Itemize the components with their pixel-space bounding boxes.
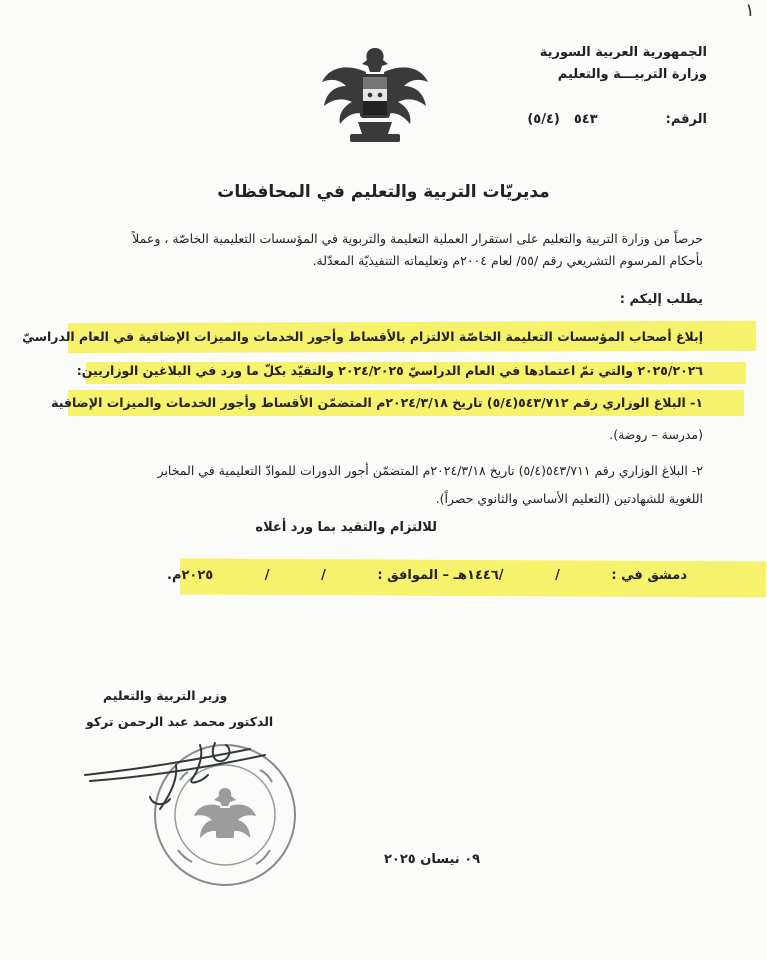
body-line-6: اللغوية للشهادتين (التعليم الأساسي والثانوي حصراً).	[435, 491, 703, 506]
date-slash-1: /	[555, 568, 560, 583]
intro-line-1: حرصاً من وزارة التربية والتعليم على استقرار العملية التعليمة والتربوية في المؤسسات التعليمية الخاصّة ، وعملاً	[132, 231, 703, 246]
country-name: الجمهورية العربية السورية	[539, 45, 707, 60]
ref-code: (٥/٤)	[527, 112, 560, 127]
date-slash-2: /	[321, 568, 326, 583]
body-line-1: إبلاغ أصحاب المؤسسات التعليمة الخاصّة الالتزام بالأقساط وأجور الخدمات والميزات الإضافية في العام الدراسيّ	[22, 329, 703, 344]
minister-title: وزير التربية والتعليم	[103, 688, 228, 703]
date-city: دمشق في :	[611, 568, 687, 583]
ministry-name: وزارة التربيـــة والتعليم	[557, 67, 707, 82]
body-line-2: ٢٠٢٥/٢٠٢٦ والتي تمّ اعتمادها في العام الدراسيّ ٢٠٢٤/٢٠٢٥ والتقيّد بكلّ ما ورد في البلاغين الوزاريين:	[76, 363, 703, 378]
document-title: مديريّات التربية والتعليم في المحافظات	[217, 182, 550, 202]
date-line	[167, 568, 687, 583]
date-gregorian: ٢٠٢٥م.	[167, 568, 214, 583]
body-line-4: (مدرسة – روضة).	[609, 427, 703, 442]
ref-label: الرقم:	[665, 112, 707, 127]
bottom-date: ٠٩ نيسان ٢٠٢٥	[384, 852, 481, 867]
intro-paragraph	[53, 228, 703, 272]
request-heading: يطلب إليكم :	[619, 292, 703, 307]
handwritten-signature-icon	[80, 735, 280, 815]
eagle-emblem-icon	[318, 42, 433, 147]
closing-line: للالتزام والتقيد بما ورد أعلاه	[255, 520, 437, 535]
reference-line	[447, 112, 707, 127]
body-line-3: ١- البلاغ الوزاري رقم ٥٤٣/٧١٢(٥/٤) تاريخ ٢٠٢٤/٣/١٨م المتضمّن الأقساط وأجور الخدمات والميزات الإضافية	[51, 395, 703, 410]
minister-name: الدكتور محمد عبد الرحمن تركو	[86, 714, 274, 729]
page-mark: ١	[745, 0, 755, 21]
date-hijri: /١٤٤٦هـ – الموافق :	[377, 568, 504, 583]
letterhead	[447, 42, 707, 86]
intro-line-2: بأحكام المرسوم التشريعي رقم /٥٥/ لعام ٢٠٠٤م وتعليماته التنفيذيّة المعدّلة.	[312, 253, 703, 268]
ref-number: ٥٤٣	[573, 112, 598, 127]
body-line-5: ٢- البلاغ الوزاري رقم ٥٤٣/٧١١(٥/٤) تاريخ ٢٠٢٤/٣/١٨م المتضمّن أجور الدورات للموادّ التعليمية في المخابر	[157, 463, 703, 478]
date-slash-3: /	[264, 568, 270, 583]
